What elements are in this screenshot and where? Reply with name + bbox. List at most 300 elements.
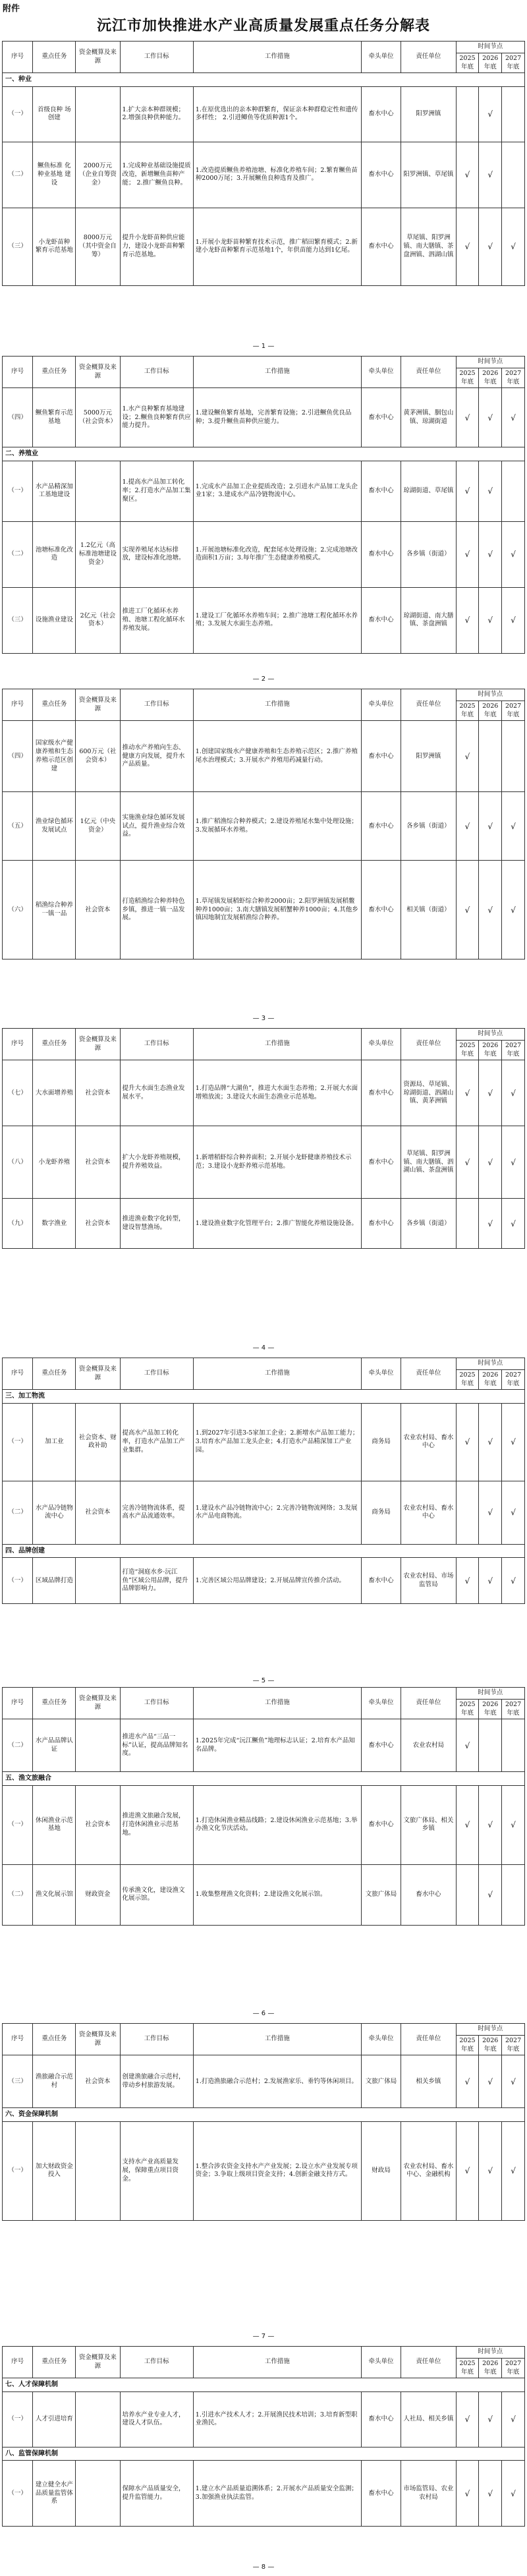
check-mark-icon: √: [502, 2461, 525, 2527]
cell-measure: 1.打造休闲渔业精品线路；2.建设休闲渔业示范基地；3.举办渔文化节庆活动。: [193, 1785, 361, 1864]
cell-lead: 畜水中心: [361, 721, 401, 792]
cell-measure: 1.建设鳜鱼繁育基地，完善繁育设施；2.引进鳜鱼优良品种；3.提升鳜鱼苗种供应能力。: [193, 388, 361, 447]
cell-lead: 畜水中心: [361, 208, 401, 285]
cell-measure: 1.草尾镇发展稻虾综合种养2000亩；2.阳罗洲镇发展稻鳖种养1000亩；3.南大膳镇发展稻蟹种养1000亩；4.其他乡镇因地制宜发展稻渔综合种养。: [193, 861, 361, 959]
check-mark-icon: √: [456, 142, 479, 208]
col-fund-header: 资金概算及来源: [76, 42, 120, 73]
check-mark-icon: √: [479, 1126, 502, 1199]
col-y2025-header: 2025年底: [456, 701, 479, 721]
cell-task: 水产品冷链物流中心: [33, 1481, 76, 1544]
cell-no: （六）: [3, 861, 33, 959]
cell-task: 渔文化展示馆: [33, 1864, 76, 1925]
check-mark-icon: √: [479, 388, 502, 447]
page-number: — 6 —: [252, 2010, 275, 2017]
cell-measure: 1.开展池塘标准化改造，配套尾水处理设施；2.完成池塘改造面积1万亩；3.每年推广生态健康养殖模式。: [193, 521, 361, 587]
cell-goal: 1.提高水产品加工转化率；2.打造水产品加工集聚区。: [120, 461, 193, 521]
cell-task: 建立健全水产品质量监管体系: [33, 2461, 76, 2527]
cell-resp: 相关镇（街道）: [401, 861, 456, 959]
table-row: [3, 1403, 525, 1481]
section-title: 五、渔文旅融合: [3, 1772, 525, 1786]
table-row: [3, 208, 525, 285]
col-task-header: 重点任务: [33, 1688, 76, 1719]
col-y2027-header: 2027年底: [502, 1699, 525, 1719]
cell-fund: [76, 1558, 120, 1604]
check-mark-icon: √: [479, 587, 502, 653]
cell-goal: 传承渔文化，建设渔文化展示馆。: [120, 1864, 193, 1925]
cell-lead: 畜水中心: [361, 792, 401, 861]
cell-goal: 推进渔业数字化转型，建设智慧渔场。: [120, 1199, 193, 1249]
check-mark-icon: √: [456, 2121, 479, 2220]
cell-lead: 畜水中心: [361, 142, 401, 208]
cell-task: 首级良种 场创建: [33, 86, 76, 142]
col-goal-header: 工作目标: [120, 357, 193, 388]
page-number: — 3 —: [252, 1015, 275, 1022]
cell-task: 国家级水产健康养殖和生态养殖示范区创建: [33, 721, 76, 792]
cell-measure: 1.打造品牌“大湖鱼”，推进大水面生态养殖；2.开展大水面增殖放流；3.建设大水面生态渔业示范基地。: [193, 1060, 361, 1126]
cell-resp: 农业农村局、畜水中心、金融机构: [401, 2121, 456, 2220]
cell-no: （四）: [3, 388, 33, 447]
col-measure-header: 工作措施: [193, 357, 361, 388]
col-goal-header: 工作目标: [120, 1688, 193, 1719]
attachment-label: 附件: [3, 4, 20, 14]
check-mark-icon: √: [479, 2055, 502, 2108]
check-mark-icon: √: [479, 2461, 502, 2527]
cell-lead: 畜水中心: [361, 1785, 401, 1864]
col-fund-header: 资金概算及来源: [76, 2024, 120, 2055]
cell-resp: 农业农村局、畜水中心: [401, 1403, 456, 1481]
cell-no: （一）: [3, 1785, 33, 1864]
check-mark-icon: √: [456, 388, 479, 447]
cell-no: （一）: [3, 1558, 33, 1604]
check-mark-icon: √: [502, 2121, 525, 2220]
check-mark-icon: √: [479, 792, 502, 861]
col-measure-header: 工作措施: [193, 1688, 361, 1719]
cell-measure: 1.建立水产品质量追溯体系；2.开展水产品质量安全监测；3.加强渔业执法监管。: [193, 2461, 361, 2527]
cell-task: 休闲渔业示范基地: [33, 1785, 76, 1864]
table-row: [3, 1199, 525, 1249]
check-mark-icon: √: [456, 792, 479, 861]
cell-lead: 文旅广体局: [361, 2055, 401, 2108]
cell-measure: 1.推广稻渔综合种养模式；2.建设养殖尾水集中处理设施；3.发展循环水养殖。: [193, 792, 361, 861]
col-no-header: 序号: [3, 42, 33, 73]
cell-goal: 1.扩大亲本种群规模； 2.增强良种供种能力。: [120, 86, 193, 142]
section-row: [3, 2378, 525, 2392]
cell-goal: 推进工厂化循环水养殖、池塘工程化循环水养殖发展。: [120, 587, 193, 653]
col-fund-header: 资金概算及来源: [76, 1358, 120, 1390]
check-mark-icon: √: [502, 1558, 525, 1604]
table-row: [3, 142, 525, 208]
cell-lead: 商务局: [361, 1403, 401, 1481]
col-measure-header: 工作措施: [193, 1358, 361, 1390]
cell-goal: 创建渔旅融合示范村，带动乡村旅游发展。: [120, 2055, 193, 2108]
document-page: [2, 41, 525, 286]
col-y2026-header: 2026年底: [479, 2035, 502, 2055]
col-y2027-header: 2027年底: [502, 1040, 525, 1060]
section-row: [3, 73, 525, 87]
cell-task: 区域品牌打造: [33, 1558, 76, 1604]
cell-no: （三）: [3, 587, 33, 653]
cell-task: 水产品品牌认证: [33, 1719, 76, 1772]
cell-no: （一）: [3, 2121, 33, 2220]
col-y2027-header: 2027年底: [502, 53, 525, 73]
table-row: [3, 1864, 525, 1925]
check-mark-icon: √: [456, 1785, 479, 1864]
cell-resp: 各乡镇（街道）: [401, 792, 456, 861]
table-header-row: [3, 2347, 525, 2359]
cell-resp: 文旅广体局、相关乡镇: [401, 1785, 456, 1864]
col-timeline-header: 时间节点: [456, 357, 524, 368]
check-mark-icon: √: [479, 1558, 502, 1604]
col-timeline-header: 时间节点: [456, 2024, 524, 2036]
check-mark-icon: √: [502, 1126, 525, 1199]
cell-task: 设施渔业建设: [33, 587, 76, 653]
col-lead-header: 牵头单位: [361, 1029, 401, 1060]
table-header-row: [3, 1688, 525, 1700]
col-y2026-header: 2026年底: [479, 53, 502, 73]
check-mark-icon: √: [479, 1481, 502, 1544]
col-timeline-header: 时间节点: [456, 1029, 524, 1041]
page-number: — 5 —: [252, 1677, 275, 1684]
table-row: [3, 461, 525, 521]
cell-no: （九）: [3, 1199, 33, 1249]
cell-lead: 畜水中心: [361, 2391, 401, 2447]
check-mark-icon: √: [456, 1126, 479, 1199]
check-mark-icon: √: [479, 86, 502, 142]
cell-goal: 推进水产品“三品一标”认证，提高品牌知名度。: [120, 1719, 193, 1772]
table-row: [3, 1060, 525, 1126]
cell-lead: 文旅广体局: [361, 1864, 401, 1925]
cell-goal: 推动水产养殖向生态、健康方向发展，提升水产品质量。: [120, 721, 193, 792]
cell-goal: 提高水产品加工转化率，打造水产品加工产业集群。: [120, 1403, 193, 1481]
cell-task: 渔旅融合示范村: [33, 2055, 76, 2108]
cell-task: 鳜鱼繁育示范基地: [33, 388, 76, 447]
table-row: [3, 721, 525, 792]
check-mark-icon: √: [479, 461, 502, 521]
col-y2027-header: 2027年底: [502, 2358, 525, 2378]
cell-no: （八）: [3, 1126, 33, 1199]
table-row: [3, 521, 525, 587]
cell-goal: 保障水产品质量安全，提升监管能力。: [120, 2461, 193, 2527]
cell-no: （七）: [3, 1060, 33, 1126]
cell-timeline-2027: [502, 142, 525, 208]
cell-measure: 1.新增稻虾综合种养面积；2.开展小龙虾健康养殖技术示范；3.建设小龙虾养殖示范基地。: [193, 1126, 361, 1199]
col-fund-header: 资金概算及来源: [76, 357, 120, 388]
check-mark-icon: √: [456, 461, 479, 521]
task-table: [2, 1358, 525, 1604]
cell-fund: [76, 461, 120, 521]
cell-timeline-2025: [456, 1481, 479, 1544]
cell-fund: 2000万元（企业自筹资金）: [76, 142, 120, 208]
col-goal-header: 工作目标: [120, 2347, 193, 2378]
page-number: — 7 —: [252, 2333, 275, 2340]
cell-measure: 1.完成水产品加工企业提质改造；2.引进水产品加工龙头企业1家；3.建成水产品冷链物流中心。: [193, 461, 361, 521]
cell-lead: 畜水中心: [361, 861, 401, 959]
col-measure-header: 工作措施: [193, 42, 361, 73]
cell-measure: 1.引进水产技术人才；2.开展渔民技术培训；3.培育新型职业渔民。: [193, 2391, 361, 2447]
check-mark-icon: √: [479, 521, 502, 587]
cell-lead: 商务局: [361, 1481, 401, 1544]
col-timeline-header: 时间节点: [456, 2347, 524, 2359]
col-timeline-header: 时间节点: [456, 689, 524, 701]
cell-resp: 草尾镇、阳罗洲镇、南大膳镇、茶盘洲镇、泗湖山镇: [401, 208, 456, 285]
page-number: — 1 —: [252, 343, 275, 350]
cell-resp: 资源局、草尾镇、琼湖街道、泗湖山镇、黄茅洲镇: [401, 1060, 456, 1126]
cell-goal: 扩大小龙虾养殖规模，提升养殖效益。: [120, 1126, 193, 1199]
cell-resp: 阳罗洲镇: [401, 86, 456, 142]
col-goal-header: 工作目标: [120, 42, 193, 73]
col-y2025-header: 2025年底: [456, 368, 479, 388]
check-mark-icon: √: [502, 521, 525, 587]
check-mark-icon: √: [502, 2391, 525, 2447]
cell-no: （二）: [3, 521, 33, 587]
check-mark-icon: √: [502, 1785, 525, 1864]
table-row: [3, 2391, 525, 2447]
check-mark-icon: √: [456, 861, 479, 959]
col-y2025-header: 2025年底: [456, 53, 479, 73]
check-mark-icon: √: [456, 521, 479, 587]
section-title: 八、监管保障机制: [3, 2447, 525, 2461]
cell-task: 人才引进培育: [33, 2391, 76, 2447]
col-task-header: 重点任务: [33, 2024, 76, 2055]
col-task-header: 重点任务: [33, 689, 76, 721]
col-resp-header: 责任单位: [401, 1358, 456, 1390]
cell-task: 加大财政资金投入: [33, 2121, 76, 2220]
col-fund-header: 资金概算及来源: [76, 1688, 120, 1719]
cell-measure: 1.完善区域公用品牌建设；2.开展品牌宣传推介活动。: [193, 1558, 361, 1604]
cell-fund: 社会资本: [76, 1785, 120, 1864]
cell-measure: 1.建设工厂化循环水养殖车间；2.推广池塘工程化循环水养殖；3.发展大水面生态养殖。: [193, 587, 361, 653]
cell-no: （二）: [3, 1864, 33, 1925]
cell-no: （二）: [3, 1481, 33, 1544]
cell-timeline-2027: [502, 86, 525, 142]
task-table: [2, 1028, 525, 1249]
cell-task: 数字渔业: [33, 1199, 76, 1249]
col-y2026-header: 2026年底: [479, 1699, 502, 1719]
col-lead-header: 牵头单位: [361, 2347, 401, 2378]
cell-fund: 财政资金: [76, 1864, 120, 1925]
cell-goal: 培养水产业专业人才，建设人才队伍。: [120, 2391, 193, 2447]
cell-goal: 1.水产良种繁育基地建设；2.鳜鱼良种繁育供应能力提升。: [120, 388, 193, 447]
cell-fund: 社会资本: [76, 1126, 120, 1199]
cell-no: （二）: [3, 1719, 33, 1772]
table-header-row: [3, 1358, 525, 1370]
col-measure-header: 工作措施: [193, 1029, 361, 1060]
cell-no: （一）: [3, 461, 33, 521]
cell-resp: 阳罗洲镇: [401, 721, 456, 792]
cell-resp: 农业农村局: [401, 1719, 456, 1772]
col-timeline-header: 时间节点: [456, 42, 524, 53]
col-lead-header: 牵头单位: [361, 1358, 401, 1390]
col-task-header: 重点任务: [33, 42, 76, 73]
cell-measure: 1.建设水产品冷链物流中心；2.完善冷链物流网络；3.发展水产品电商物流。: [193, 1481, 361, 1544]
cell-fund: 600万元（社会资本）: [76, 721, 120, 792]
cell-timeline-2027: [502, 1719, 525, 1772]
document-page: [2, 2346, 525, 2527]
col-lead-header: 牵头单位: [361, 689, 401, 721]
cell-no: （三）: [3, 208, 33, 285]
col-resp-header: 责任单位: [401, 2024, 456, 2055]
cell-resp: 人社局、相关乡镇: [401, 2391, 456, 2447]
cell-task: 大水面增养殖: [33, 1060, 76, 1126]
cell-lead: 畜水中心: [361, 1126, 401, 1199]
col-no-header: 序号: [3, 2347, 33, 2378]
check-mark-icon: √: [502, 1199, 525, 1249]
check-mark-icon: √: [456, 587, 479, 653]
cell-no: （四）: [3, 721, 33, 792]
cell-timeline-2025: [456, 1199, 479, 1249]
cell-measure: 1.2025年完成“沅江鳜鱼”地理标志认证；2.培育水产品知名品牌。: [193, 1719, 361, 1772]
cell-timeline-2025: [456, 1864, 479, 1925]
col-y2026-header: 2026年底: [479, 1040, 502, 1060]
section-row: [3, 1772, 525, 1786]
section-title: 四、品牌创建: [3, 1544, 525, 1558]
cell-resp: 草尾镇、阳罗洲镇、南大膳镇、泗湖山镇、茶盘洲镇: [401, 1126, 456, 1199]
table-row: [3, 2055, 525, 2108]
cell-fund: 社会资本: [76, 1060, 120, 1126]
cell-measure: 1.开展小龙虾苗种繁育技术示范，推广稻田繁育模式；2.新建小龙虾苗种繁育示范基地1个，年供苗能力达到1亿尾。: [193, 208, 361, 285]
cell-lead: 畜水中心: [361, 1719, 401, 1772]
col-no-header: 序号: [3, 1029, 33, 1060]
cell-fund: [76, 86, 120, 142]
col-y2025-header: 2025年底: [456, 1369, 479, 1390]
col-y2026-header: 2026年底: [479, 1369, 502, 1390]
table-row: [3, 792, 525, 861]
cell-lead: 畜水中心: [361, 388, 401, 447]
col-resp-header: 责任单位: [401, 2347, 456, 2378]
cell-measure: 1.收集整理渔文化资料；2.建设渔文化展示馆。: [193, 1864, 361, 1925]
section-title: 三、加工物流: [3, 1390, 525, 1404]
cell-goal: 实施渔业绿色循环发展试点，提升渔业综合效益。: [120, 792, 193, 861]
cell-timeline-2026: [479, 1719, 502, 1772]
col-lead-header: 牵头单位: [361, 42, 401, 73]
cell-no: （一）: [3, 2461, 33, 2527]
cell-lead: 畜水中心: [361, 2461, 401, 2527]
col-measure-header: 工作措施: [193, 689, 361, 721]
section-row: [3, 1390, 525, 1404]
cell-no: （一）: [3, 2391, 33, 2447]
cell-task: 池塘标准化改造: [33, 521, 76, 587]
section-row: [3, 447, 525, 461]
col-fund-header: 资金概算及来源: [76, 689, 120, 721]
page-number: — 8 —: [252, 2563, 275, 2571]
check-mark-icon: √: [479, 1864, 502, 1925]
cell-fund: 1亿元（中央资金）: [76, 792, 120, 861]
cell-fund: 1.2亿元（高标准池塘建设资金）: [76, 521, 120, 587]
cell-lead: 畜水中心: [361, 1199, 401, 1249]
cell-measure: 1.改造提质鳜鱼养殖池塘、标准化养殖车间；2.繁育鳜鱼苗种2000万尾；3.开展鳜鱼良种选育及推广。: [193, 142, 361, 208]
table-row: [3, 1719, 525, 1772]
document-title: 沅江市加快推进水产业高质量发展重点任务分解表: [96, 17, 430, 34]
cell-fund: [76, 2121, 120, 2220]
cell-task: 加工业: [33, 1403, 76, 1481]
table-row: [3, 2121, 525, 2220]
check-mark-icon: √: [502, 1060, 525, 1126]
col-task-header: 重点任务: [33, 357, 76, 388]
cell-fund: [76, 2461, 120, 2527]
cell-no: （一）: [3, 86, 33, 142]
cell-goal: 实现养殖尾水达标排放，建设标准化池塘。: [120, 521, 193, 587]
cell-fund: [76, 1719, 120, 1772]
check-mark-icon: √: [479, 2121, 502, 2220]
check-mark-icon: √: [456, 2055, 479, 2108]
col-task-header: 重点任务: [33, 2347, 76, 2378]
check-mark-icon: √: [479, 1060, 502, 1126]
cell-task: 小龙虾养殖: [33, 1126, 76, 1199]
col-y2025-header: 2025年底: [456, 2035, 479, 2055]
cell-lead: 畜水中心: [361, 521, 401, 587]
table-row: [3, 86, 525, 142]
cell-measure: 1.到2027年引进3-5家加工企业；2.新增水产品加工能力；3.培育水产品加工龙头企业；4.打造水产品精深加工产业园。: [193, 1403, 361, 1481]
table-header-row: [3, 357, 525, 368]
check-mark-icon: √: [456, 1060, 479, 1126]
col-resp-header: 责任单位: [401, 1688, 456, 1719]
col-fund-header: 资金概算及来源: [76, 2347, 120, 2378]
col-timeline-header: 时间节点: [456, 1688, 524, 1700]
col-resp-header: 责任单位: [401, 1029, 456, 1060]
cell-goal: 提升小龙虾苗种供应能力，建设小龙虾苗种繁育示范基地。: [120, 208, 193, 285]
check-mark-icon: √: [479, 1785, 502, 1864]
task-table: [2, 2023, 525, 2221]
cell-lead: 财政局: [361, 2121, 401, 2220]
cell-timeline-2025: [456, 86, 479, 142]
cell-fund: 社会资本: [76, 861, 120, 959]
cell-no: （三）: [3, 2055, 33, 2108]
table-header-row: [3, 1029, 525, 1041]
check-mark-icon: √: [502, 388, 525, 447]
cell-resp: 琼湖街道、草尾镇: [401, 461, 456, 521]
section-row: [3, 2447, 525, 2461]
check-mark-icon: √: [456, 1558, 479, 1604]
check-mark-icon: √: [479, 1199, 502, 1249]
col-measure-header: 工作措施: [193, 2024, 361, 2055]
cell-no: （五）: [3, 792, 33, 861]
cell-task: 水产品精深加工基地建设: [33, 461, 76, 521]
check-mark-icon: √: [456, 2391, 479, 2447]
check-mark-icon: √: [502, 1481, 525, 1544]
col-y2025-header: 2025年底: [456, 1040, 479, 1060]
check-mark-icon: √: [479, 2391, 502, 2447]
cell-resp: 农业农村局、畜水中心: [401, 1481, 456, 1544]
cell-measure: 1.创建国家级水产健康养殖和生态养殖示范区；2.推广养殖尾水治理模式；3.开展水产养殖用药减量行动。: [193, 721, 361, 792]
check-mark-icon: √: [479, 142, 502, 208]
cell-lead: 畜水中心: [361, 1558, 401, 1604]
col-y2027-header: 2027年底: [502, 368, 525, 388]
table-header-row: [3, 42, 525, 53]
section-title: 七、人才保障机制: [3, 2378, 525, 2392]
cell-timeline-2027: [502, 721, 525, 792]
cell-resp: 各乡镇（街道）: [401, 1199, 456, 1249]
table-header-row: [3, 689, 525, 701]
document-page: [2, 1687, 525, 1926]
cell-fund: 社会资本、财政补助: [76, 1403, 120, 1481]
table-row: [3, 1481, 525, 1544]
cell-measure: 1.在原优选出的亲本种群繁育，保证亲本种群稳定性和遗传多样性； 2.引进鲫鱼等优质种源1个。: [193, 86, 361, 142]
document-page: [2, 1358, 525, 1604]
section-title: 六、资金保障机制: [3, 2108, 525, 2122]
table-row: [3, 1785, 525, 1864]
cell-timeline-2026: [479, 721, 502, 792]
check-mark-icon: √: [479, 1403, 502, 1481]
col-no-header: 序号: [3, 357, 33, 388]
section-row: [3, 1544, 525, 1558]
col-measure-header: 工作措施: [193, 2347, 361, 2378]
task-table: [2, 356, 525, 654]
cell-timeline-2027: [502, 461, 525, 521]
cell-fund: 社会资本: [76, 2055, 120, 2108]
check-mark-icon: √: [456, 1719, 479, 1772]
cell-no: （一）: [3, 1403, 33, 1481]
cell-task: 稻渔综合种养一镇一品: [33, 861, 76, 959]
